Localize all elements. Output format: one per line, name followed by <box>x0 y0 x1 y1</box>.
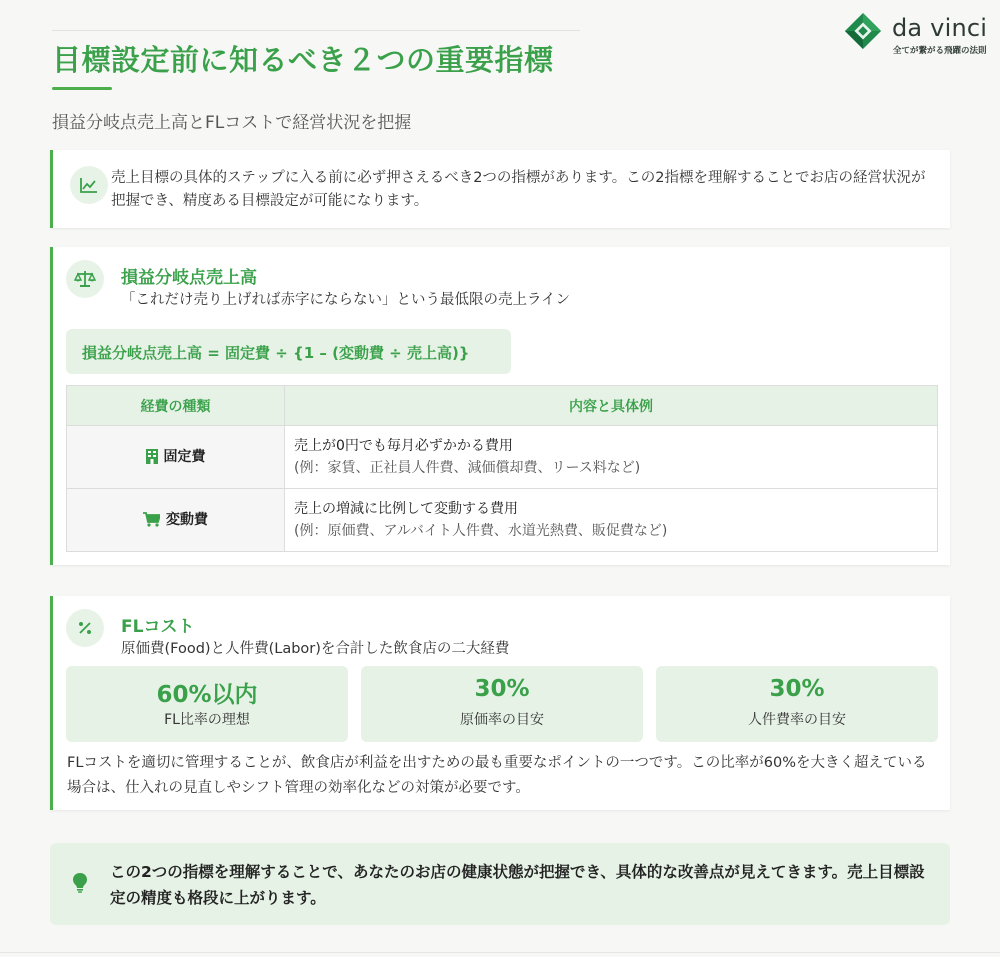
building-icon <box>146 449 158 464</box>
cart-icon <box>143 512 160 527</box>
stat-box-fl-ratio <box>66 666 348 742</box>
chart-line-icon <box>70 166 108 204</box>
fl-cost-card <box>50 596 950 810</box>
tip-text: この2つの指標を理解することで、あなたのお店の健康状態が把握でき、具体的な改善点が見えてきます。売上目標設定の精度も格段に上がります。 <box>110 863 925 907</box>
stat-value: 30% <box>474 676 530 702</box>
breakeven-subtitle: 「これだけ売り上げれば赤字にならない」という最低限の売上ライン <box>121 292 571 308</box>
column-header-type: 経費の種類 <box>67 386 285 426</box>
expense-table <box>66 385 938 552</box>
expense-kind-cell <box>67 489 285 552</box>
fl-cost-subtitle: 原価費(Food)と人件費(Labor)を合計した飲食店の二大経費 <box>121 641 510 657</box>
top-divider <box>52 30 580 31</box>
bottom-divider <box>0 952 1000 953</box>
stat-box-labor-cost <box>656 666 938 742</box>
stat-box-food-cost <box>361 666 643 742</box>
expense-kind-label: 固定費 <box>163 449 206 466</box>
expense-kind-cell <box>67 426 285 489</box>
page-title: 目標設定前に知るべき２つの重要指標 <box>52 43 554 77</box>
balance-scale-icon <box>66 260 104 298</box>
table-header-row <box>67 386 938 426</box>
tip-box <box>50 843 950 925</box>
column-header-detail: 内容と具体例 <box>285 386 938 426</box>
title-underline <box>52 87 112 90</box>
stat-label: 原価率の目安 <box>460 712 544 728</box>
logo-name: da vinci <box>892 14 988 42</box>
fl-cost-title: FLコスト <box>121 617 195 637</box>
intro-text: 売上目標の具体的ステップに入る前に必ず押さえるべき2つの指標があります。この2指標を理解することでお店の経営状況が把握でき、精度ある目標設定が可能になります。 <box>111 170 926 209</box>
stat-value: 60%以内 <box>156 682 258 708</box>
expense-desc-main: 売上が0円でも毎月必ずかかる費用 <box>294 438 513 454</box>
diamond-logo-icon <box>844 12 882 50</box>
table-row <box>67 426 938 489</box>
expense-desc-cell <box>285 489 938 552</box>
expense-desc-cell <box>285 426 938 489</box>
expense-kind-label: 変動費 <box>166 512 208 529</box>
brand-logo <box>838 8 994 58</box>
intro-card <box>50 150 950 228</box>
stat-label: 人件費率の目安 <box>748 712 846 728</box>
expense-desc-example: (例：家賃、正社員人件費、減価償却費、リース料など) <box>294 460 641 476</box>
lightbulb-icon <box>72 873 88 893</box>
breakeven-title: 損益分岐点売上高 <box>121 268 257 288</box>
percent-icon <box>66 609 104 647</box>
expense-desc-example: (例：原価費、アルバイト人件費、水道光熱費、販促費など) <box>294 523 668 539</box>
stat-label: FL比率の理想 <box>164 712 250 728</box>
table-row <box>67 489 938 552</box>
logo-tagline: 全てが繋がる飛躍の法則 <box>893 46 987 56</box>
page-subtitle: 損益分岐点売上高とFLコストで経営状況を把握 <box>52 113 412 133</box>
breakeven-formula: 損益分岐点売上高 = 固定費 ÷ {1 – (変動費 ÷ 売上高)} <box>66 329 511 374</box>
fl-cost-note: FLコストを適切に管理することが、飲食店が利益を出すための最も重要なポイントの一つです。この比率が60%を大きく超えている場合は、仕入れの見直しやシフト管理の効率化などの対策が必要です。 <box>67 755 927 796</box>
stat-value: 30% <box>769 676 825 702</box>
expense-desc-main: 売上の増減に比例して変動する費用 <box>294 501 518 517</box>
breakeven-card <box>50 247 950 565</box>
